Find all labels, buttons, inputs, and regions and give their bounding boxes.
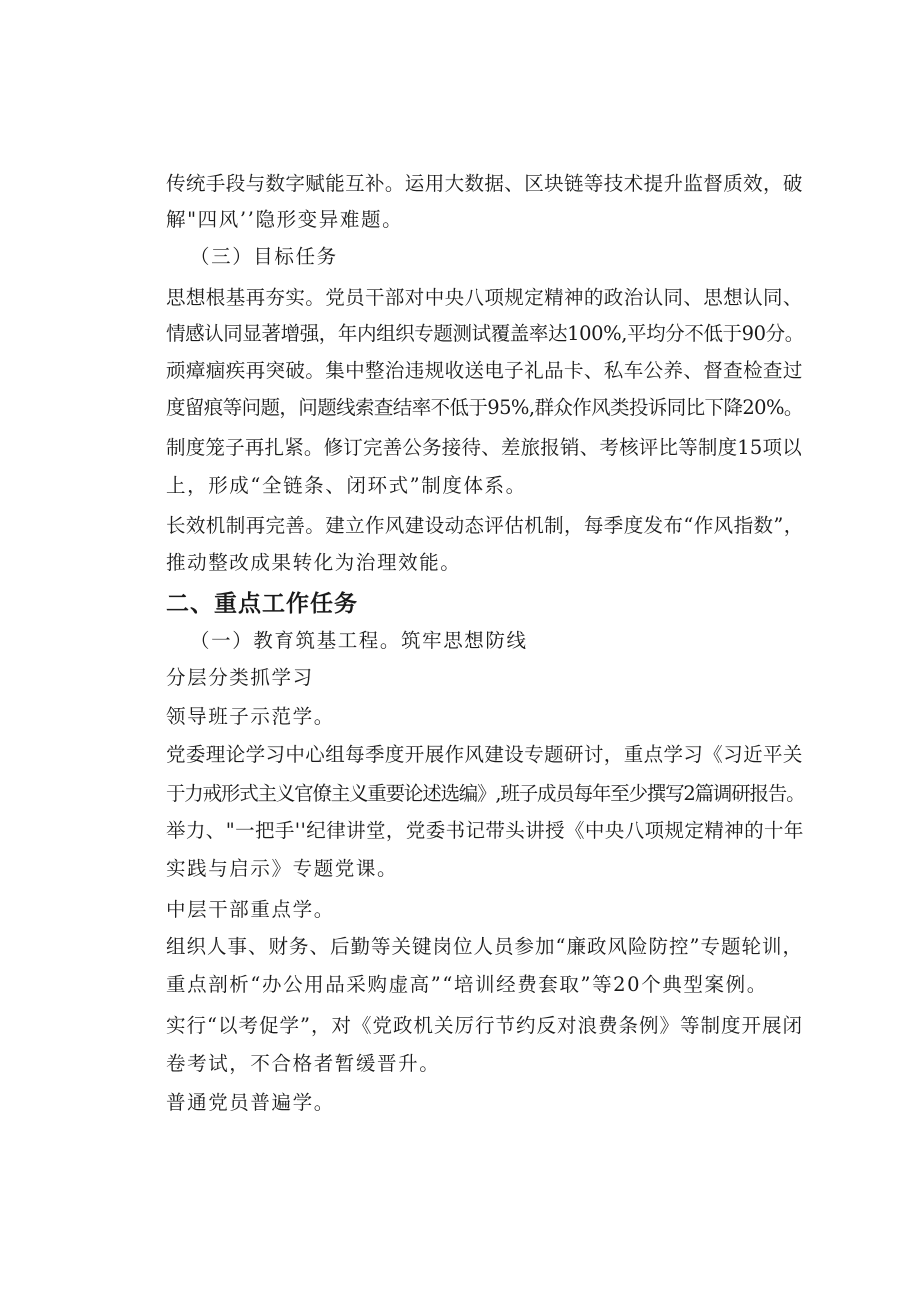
paragraph-line: 组织人事、财务、后勤等关键岗位人员参加“廉政风险防控”专题轮训， <box>166 935 803 958</box>
section-heading: 二、重点工作任务 <box>166 591 358 617</box>
paragraph-line: 实行“以考促学”，对《党政机关厉行节约反对浪费条例》等制度开展闭 <box>166 1014 803 1037</box>
paragraph-line: 推动整改成果转化为治理效能。 <box>166 551 462 574</box>
paragraph-line: 上，形成“全链条、闭环式”制度体系。 <box>166 474 527 497</box>
paragraph-line: 顽瘴痼疾再突破。集中整治违规收送电子礼品卡、私车公养、督查检查过 <box>166 359 803 382</box>
paragraph-line: 于力戒形式主义官僚主义重要论述选编》,班子成员每年至少撰写2篇调研报告。 <box>166 782 805 805</box>
paragraph-line: 卷考试，不合格者暂缓晋升。 <box>166 1052 441 1075</box>
paragraph-line: 解"四风’’隐形变异难题。 <box>166 208 404 231</box>
paragraph-line: 传统手段与数字赋能互补。运用大数据、区块链等技术提升监督质效，破 <box>166 172 803 195</box>
subsection-heading: （一）教育筑基工程。筑牢思想防线 <box>190 629 528 652</box>
paragraph-line: 度留痕等问题，问题线索查结率不低于95%,群众作风类投诉同比下降20%。 <box>166 396 803 419</box>
paragraph-line: 情感认同显著增强，年内组织专题测试覆盖率达100%,平均分不低于90分。 <box>166 322 804 345</box>
paragraph-line: 制度笼子再扎紧。修订完善公务接待、差旅报销、考核评比等制度15项以 <box>166 436 802 459</box>
paragraph-line: 分层分类抓学习 <box>166 666 314 689</box>
paragraph-line: 中层干部重点学。 <box>166 898 335 921</box>
paragraph-line: 领导班子示范学。 <box>166 705 335 728</box>
paragraph-line: 长效机制再完善。建立作风建设动态评估机制，每季度发布“作风指数”， <box>166 514 804 537</box>
paragraph-line: 实践与启示》专题党课。 <box>166 857 399 880</box>
paragraph-line: 普通党员普遍学。 <box>166 1091 335 1114</box>
paragraph-line: 党委理论学习中心组每季度开展作风建设专题研讨，重点学习《习近平关 <box>166 743 803 766</box>
paragraph-line: 思想根基再夯实。党员干部对中央八项规定精神的政治认同、思想认同、 <box>166 286 803 309</box>
paragraph-line: 举力、"一把手''纪律讲堂，党委书记带头讲授《中央八项规定精神的十年 <box>166 819 804 842</box>
subsection-heading: （三）目标任务 <box>190 245 338 268</box>
paragraph-line: 重点剖析“办公用品采购虚高”“培训经费套取”等20个典型案例。 <box>166 973 768 996</box>
